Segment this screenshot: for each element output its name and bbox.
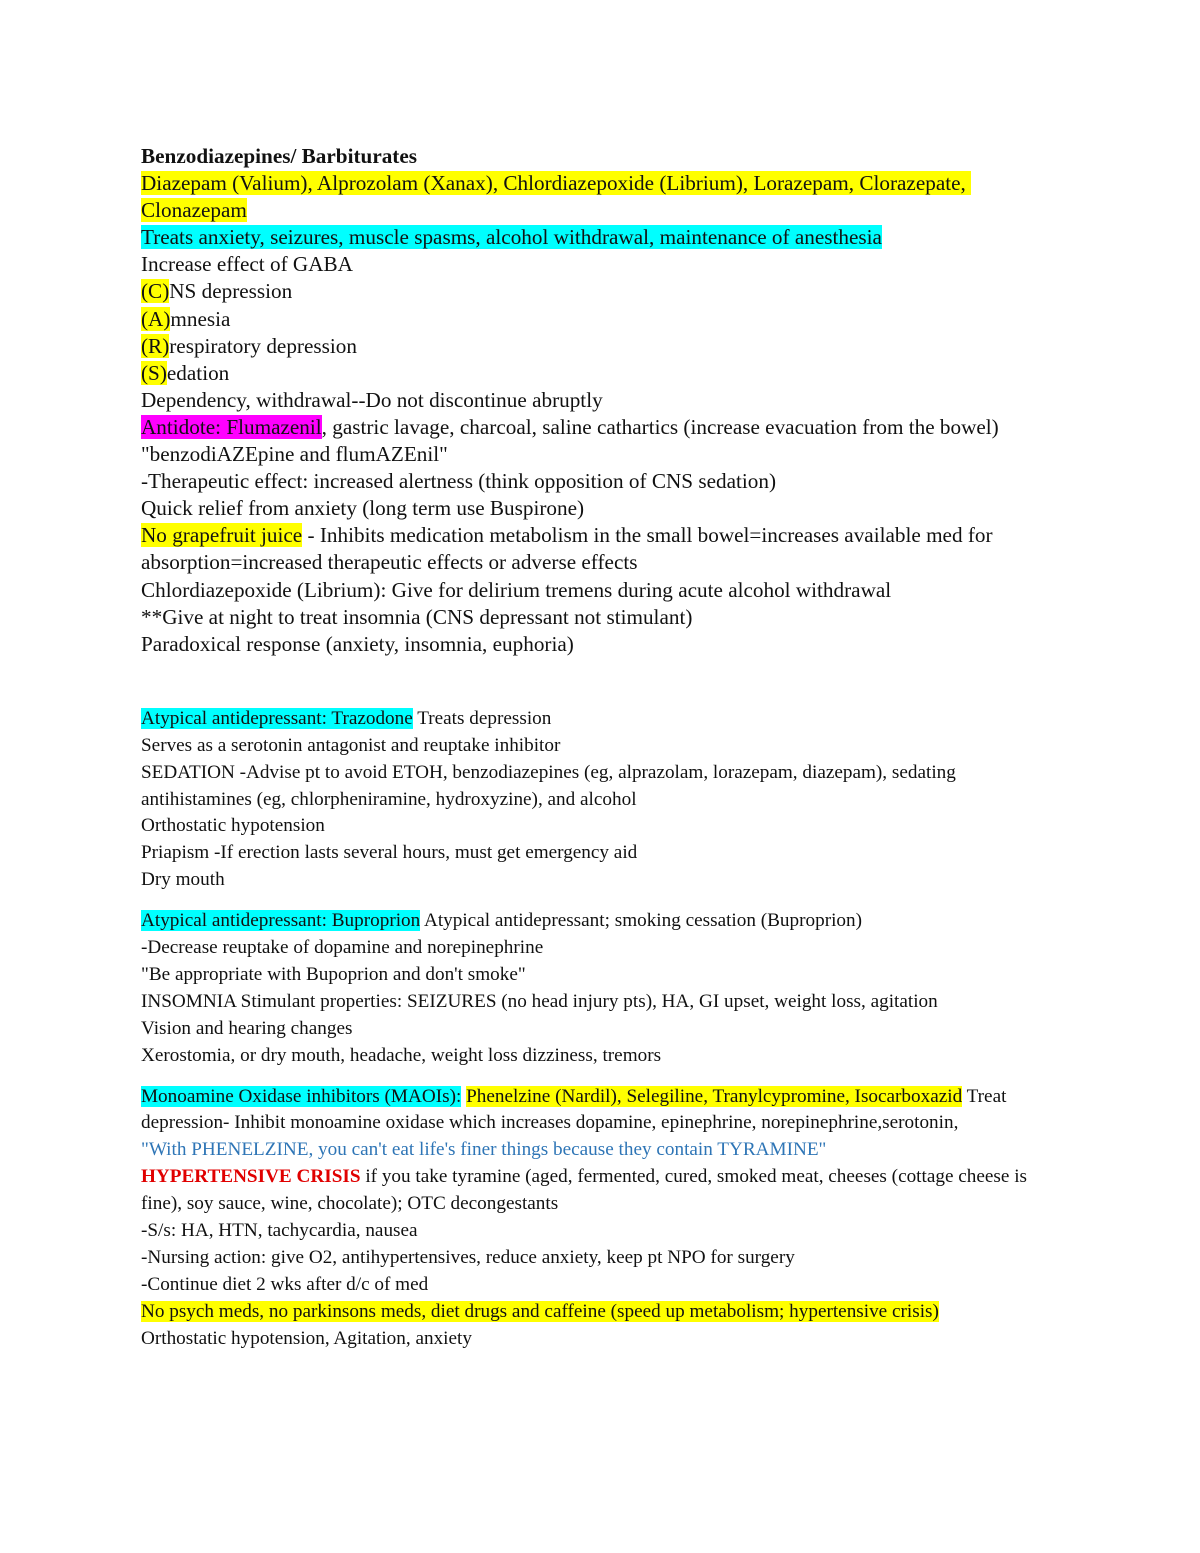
grapefruit-rest: - Inhibits medication metabolism in the small bowel=increases available med for absorption=increased therapeutic effects or adverse effects	[141, 523, 998, 575]
mnemonic-a-line	[141, 306, 1071, 333]
maoi-ss: -S/s: HA, HTN, tachycardia, nausea	[141, 1220, 418, 1242]
buproprion-xerostomia: Xerostomia, or dry mouth, headache, weight loss dizziness, tremors	[141, 1044, 662, 1066]
paradoxical-line: Paradoxical response (anxiety, insomnia, euphoria)	[141, 631, 574, 656]
maoi-label: Monoamine Oxidase inhibitors (MAOIs):	[141, 1085, 462, 1107]
maoi-orthostatic: Orthostatic hypotension, Agitation, anxiety	[141, 1327, 472, 1349]
mnemonic-r-line	[141, 333, 1071, 360]
mnemonic-s-letter: (S)	[141, 360, 167, 385]
benzodiazepines-section	[141, 143, 1071, 658]
trazodone-dry-mouth: Dry mouth	[141, 869, 225, 891]
drug-list-text: Diazepam (Valium), Alprozolam (Xanax), Chlordiazepoxide (Librium), Lorazepam, Clorazepate, Clonazepam	[141, 171, 972, 223]
trazodone-section	[141, 706, 1071, 894]
buproprion-insomnia: INSOMNIA Stimulant properties: SEIZURES (no head injury pts), HA, GI upset, weight loss, agitation	[141, 990, 938, 1012]
trazodone-label: Atypical antidepressant: Trazodone	[141, 707, 413, 729]
mnemonic-r-letter: (R)	[141, 333, 170, 358]
mnemonic-s-rest: edation	[166, 360, 230, 385]
buproprion-heading	[141, 908, 1071, 935]
trazodone-label-rest: Treats depression	[412, 707, 552, 729]
maoi-heading	[141, 1084, 1071, 1138]
mnemonic-c-letter: (C)	[141, 279, 170, 304]
document-page	[141, 143, 1071, 1353]
maoi-mnemonic: "With PHENELZINE, you can't eat life's finer things because they contain TYRAMINE"	[141, 1139, 827, 1161]
trazodone-priapism: Priapism -If erection lasts several hours, must get emergency aid	[141, 842, 638, 864]
mnemonic-s-line	[141, 360, 1071, 387]
trazodone-serves: Serves as a serotonin antagonist and reuptake inhibitor	[141, 734, 561, 756]
buproprion-vision: Vision and hearing changes	[141, 1017, 353, 1039]
maoi-crisis-rest: if you take tyramine (aged, fermented, cured, smoked meat, cheeses (cottage cheese is fine), soy sauce, wine, chocolate); OTC decongestants	[141, 1166, 1032, 1215]
treats-text: Treats anxiety, seizures, muscle spasms, alcohol withdrawal, maintenance of anesthesia	[141, 225, 882, 250]
maoi-no-psych-line	[141, 1299, 1071, 1326]
mnemonic-c-rest: NS depression	[169, 279, 293, 304]
antidote-label: Antidote: Flumazenil	[141, 414, 322, 439]
trazodone-heading	[141, 706, 1071, 733]
buproprion-section	[141, 908, 1071, 1069]
maoi-drugs: Phenelzine (Nardil), Selegiline, Tranylcypromine, Isocarboxazid	[466, 1085, 963, 1107]
maoi-nursing: -Nursing action: give O2, antihypertensives, reduce anxiety, keep pt NPO for surgery	[141, 1247, 795, 1268]
therapeutic-line: -Therapeutic effect: increased alertness (think opposition of CNS sedation)	[141, 469, 777, 494]
buproprion-mnemonic: "Be appropriate with Bupoprion and don't smoke"	[141, 963, 526, 985]
maoi-continue: -Continue diet 2 wks after d/c of med	[141, 1273, 429, 1295]
antidote-rest: , gastric lavage, charcoal, saline cathartics (increase evacuation from the bowel)	[321, 414, 999, 439]
grapefruit-label: No grapefruit juice	[141, 523, 303, 548]
maoi-no-psych: No psych meds, no parkinsons meds, diet drugs and caffeine (speed up metabolism; hypertensive crisis)	[141, 1300, 939, 1322]
grapefruit-line	[141, 522, 1071, 576]
mnemonic-r-rest: respiratory depression	[169, 333, 357, 358]
mnemonic-a-letter: (A)	[141, 306, 171, 331]
maoi-treat-rest: Treat depression- Inhibit monoamine oxidase which increases dopamine, epinephrine, norepinephrine,serotonin,	[141, 1085, 1012, 1134]
night-line: **Give at night to treat insomnia (CNS depressant not stimulant)	[141, 604, 693, 629]
mnemonic-a-rest: mnesia	[170, 306, 231, 331]
drug-list	[141, 170, 1071, 224]
buproprion-label: Atypical antidepressant: Buproprion	[141, 910, 421, 932]
gaba-line: Increase effect of GABA	[141, 252, 353, 277]
mnemonic-c-line	[141, 278, 1071, 305]
antidote-mnemonic: "benzodiAZEpine and flumAZEnil"	[141, 442, 448, 467]
librium-line: Chlordiazepoxide (Librium): Give for delirium tremens during acute alcohol withdrawal	[141, 577, 892, 602]
section-title: Benzodiazepines/ Barbiturates	[141, 144, 418, 168]
buproprion-label-rest: Atypical antidepressant; smoking cessation (Buproprion)	[420, 910, 862, 932]
maoi-crisis-line	[141, 1164, 1071, 1218]
maoi-section	[141, 1084, 1071, 1353]
treats-line	[141, 224, 1071, 251]
antidote-line	[141, 414, 1071, 441]
trazodone-orthostatic: Orthostatic hypotension	[141, 815, 325, 837]
dependency-line: Dependency, withdrawal--Do not discontinue abruptly	[141, 387, 603, 412]
maoi-crisis-label: HYPERTENSIVE CRISIS	[141, 1166, 361, 1188]
buproprion-reuptake: -Decrease reuptake of dopamine and norepinephrine	[141, 937, 544, 959]
quick-relief-line: Quick relief from anxiety (long term use Buspirone)	[141, 496, 585, 521]
trazodone-sedation: SEDATION -Advise pt to avoid ETOH, benzodiazepines (eg, alprazolam, lorazepam, diazepam), sedating antihistamines (eg, chlorpheniramine, hydroxyzine), and alcohol	[141, 761, 961, 810]
